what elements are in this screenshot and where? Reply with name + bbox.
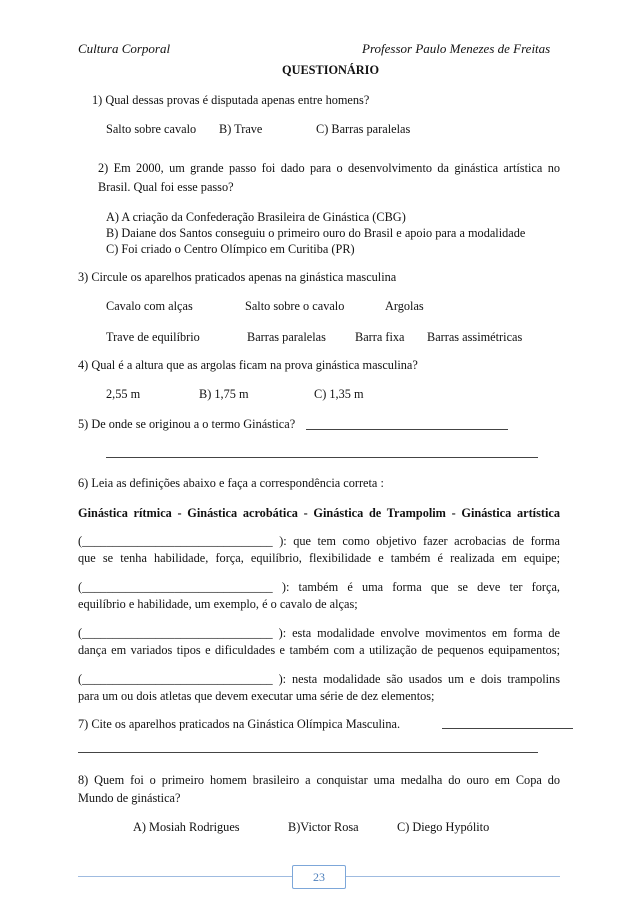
q1-option-c: C) Barras paralelas — [316, 122, 411, 136]
q8-option-c: C) Diego Hypólito — [397, 820, 490, 834]
q8-option-a: A) Mosiah Rodrigues — [133, 820, 240, 834]
q8-question-line2: Mundo de ginástica? — [78, 791, 181, 805]
q6-definition-2-line2: equilíbrio e habilidade, um exemplo, é o cavalo de alças; — [78, 597, 358, 611]
q7-question: 7) Cite os aparelhos praticados na Ginástica Olímpica Masculina. — [78, 717, 401, 731]
q8-option-b: B)Victor Rosa — [288, 820, 359, 834]
q1-option-b: B) Trave — [219, 122, 263, 136]
q3-item-barra-fixa: Barra fixa — [355, 330, 405, 344]
q3-item-salto-cavalo: Salto sobre o cavalo — [245, 299, 345, 313]
q2-question-line2: Brasil. Qual foi esse passo? — [98, 180, 234, 194]
q5-answer-line-1[interactable] — [306, 429, 508, 430]
q1-question: 1) Qual dessas provas é disputada apenas entre homens? — [92, 93, 370, 107]
q5-answer-line-2[interactable] — [106, 457, 538, 458]
q2-option-b: B) Daiane dos Santos conseguiu o primeiro ouro do Brasil e apoio para a modalidade — [106, 226, 526, 240]
q3-item-argolas: Argolas — [385, 299, 424, 313]
q3-item-trave: Trave de equilíbrio — [106, 330, 200, 344]
q6-question: 6) Leia as definições abaixo e faça a correspondência correta : — [78, 476, 384, 490]
q1-option-a: Salto sobre cavalo — [106, 122, 197, 136]
header-right: Professor Paulo Menezes de Freitas — [362, 41, 551, 56]
header-left: Cultura Corporal — [78, 41, 171, 56]
q3-item-barras-assimetricas: Barras assimétricas — [427, 330, 523, 344]
q2-option-a: A) A criação da Confederação Brasileira de Ginástica (CBG) — [106, 210, 406, 224]
q2-question-line1: 2) Em 2000, um grande passo foi dado para o desenvolvimento da ginástica artística no — [98, 161, 560, 175]
q4-option-c: C) 1,35 m — [314, 387, 364, 401]
q6-definition-2-line1[interactable]: (_______________________________ ): também é uma forma que se deve ter força, — [78, 580, 560, 594]
q7-answer-line-1[interactable] — [442, 728, 573, 729]
page-title: QUESTIONÁRIO — [282, 63, 380, 77]
q6-definition-4-line2: para um ou dois atletas que devem executar uma série de dez elementos; — [78, 689, 435, 703]
q4-option-a: 2,55 m — [106, 387, 141, 401]
q6-definition-1-line1[interactable]: (_______________________________ ): que tem como objetivo fazer acrobacias de forma — [78, 534, 560, 548]
q2-option-c: C) Foi criado o Centro Olímpico em Curitiba (PR) — [106, 242, 355, 256]
q6-definition-1-line2: que se tenha habilidade, força, equilíbrio, flexibilidade e também é realizada em equipe; — [78, 551, 560, 565]
q6-definition-3-line1[interactable]: (_______________________________ ): esta modalidade envolve movimentos em forma de — [78, 626, 560, 640]
q4-option-b: B) 1,75 m — [199, 387, 249, 401]
q6-definition-4-line1[interactable]: (_______________________________ ): nesta modalidade são usados um e dois trampolins — [78, 672, 560, 686]
q6-types: Ginástica rítmica - Ginástica acrobática - Ginástica de Trampolim - Ginástica artística — [78, 506, 560, 520]
q5-question: 5) De onde se originou a o termo Ginástica? — [78, 417, 296, 431]
page-number: 23 — [292, 865, 346, 889]
q6-definition-3-line2: dança em variados tipos e dificuldades e também com a utilização de pequenos equipamentos; — [78, 643, 560, 657]
q3-question: 3) Circule os aparelhos praticados apenas na ginástica masculina — [78, 270, 397, 284]
q8-question-line1: 8) Quem foi o primeiro homem brasileiro a conquistar uma medalha do ouro em Copa do — [78, 773, 560, 787]
q4-question: 4) Qual é a altura que as argolas ficam na prova ginástica masculina? — [78, 358, 418, 372]
q7-answer-line-2[interactable] — [78, 752, 538, 753]
q3-item-barras-paralelas: Barras paralelas — [247, 330, 326, 344]
q3-item-cavalo-alcas: Cavalo com alças — [106, 299, 193, 313]
